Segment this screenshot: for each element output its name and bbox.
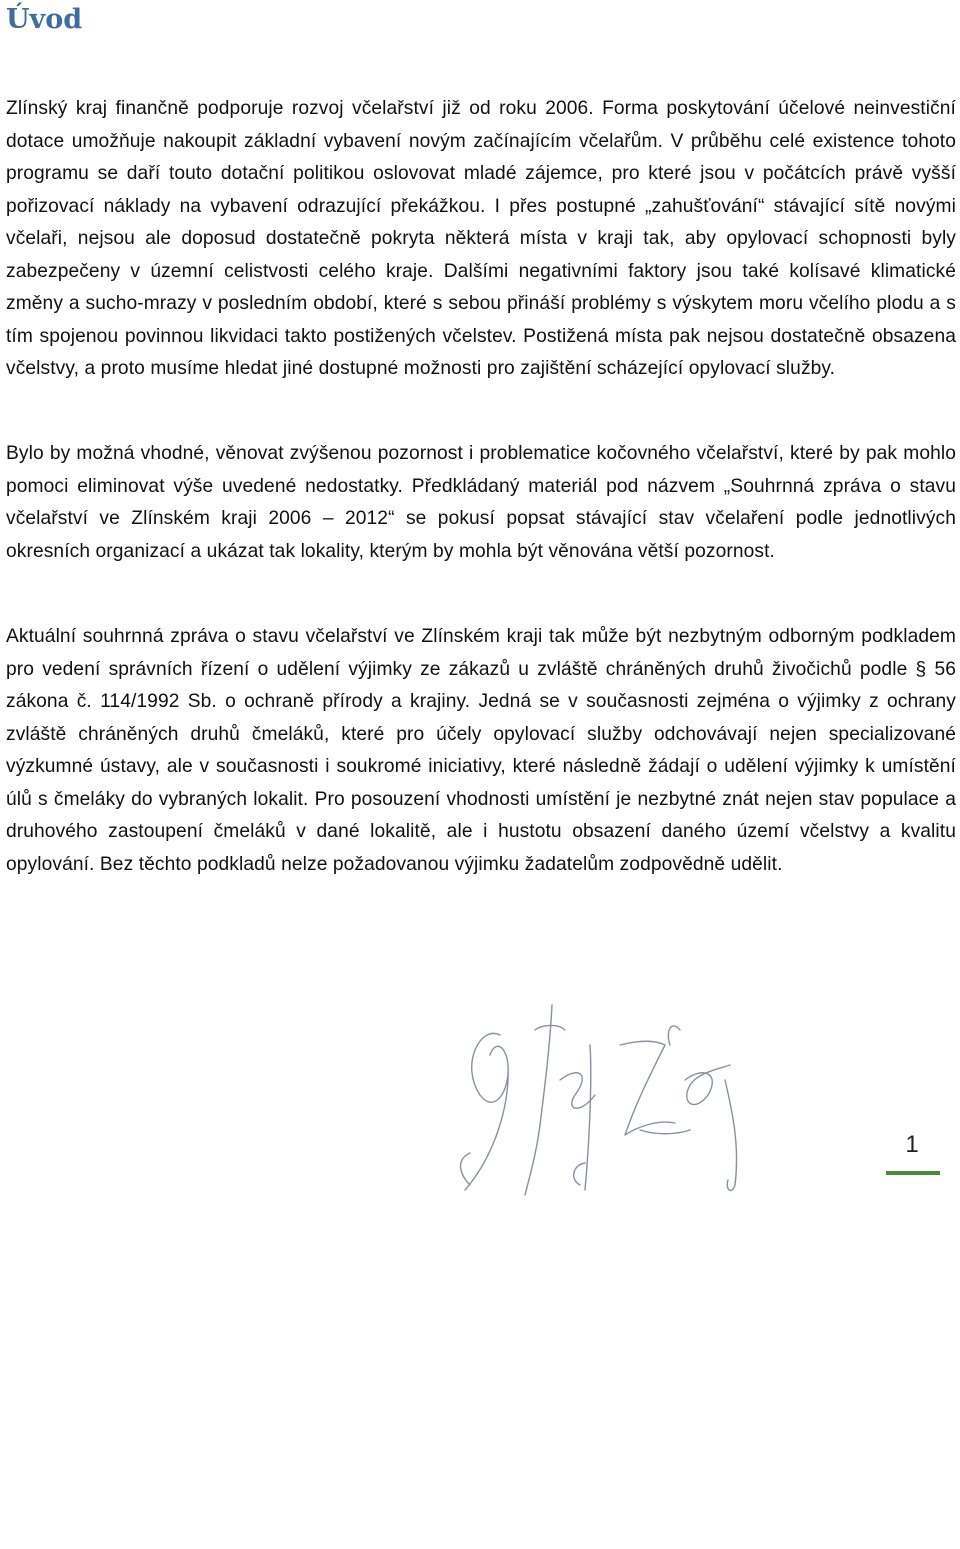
section-heading: Úvod [6,4,83,35]
paragraph-3: Aktuální souhrnná zpráva o stavu včelařství ve Zlínském kraji tak může být nezbytným odborným podkladem pro vedení správních řízení o udělení výjimky ze zákazů u zvláště chráněných druhů živočichů podle § 56 zákona č. 114/1992 Sb. o ochraně přírody a krajiny. Jedná se v současnosti zejména o výjimky z ochrany zvláště chráněných druhů čmeláků, které pro účely opylovací služby odchovávají nejen specializované výzkumné ústavy, ale v současnosti i soukromé iniciativy, které následně žádají o udělení výjimky k umístění úlů s čmeláky do vybraných lokalit. Pro posouzení vhodnosti umístění je nezbytné znát nejen stav populace a druhového zastoupení čmeláků v dané lokalitě, ale i hustotu obsazení daného území včelstvy a kvalitu opylování. Bez těchto podkladů nelze požadovanou výjimku žadatelům zodpovědně udělit. [6,626,956,875]
paragraph-1: Zlínský kraj finančně podporuje rozvoj včelařství již od roku 2006. Forma poskytování účelové neinvestiční dotace umožňuje nakoupit základní vybavení novým začínajícím včelařům. V průběhu celé existence tohoto programu se daří touto dotační politikou oslovovat mladé zájemce, pro které jsou v počátcích právě vyšší pořizovací náklady na vybavení odrazující překážkou. I přes postupné „zahušťování“ stávající sítě novými včelaři, nejsou ale doposud dostatečně pokryta některá místa v kraji tak, aby opylovací schopnosti byly zabezpečeny v územní celistvosti celého kraje. Dalšími negativními faktory jsou také kolísavé klimatické změny a sucho-mrazy v posledním období, které s sebou přináší problémy s výskytem moru včelího plodu a s tím spojenou povinnou likvidaci takto postižených včelstev. Postižená místa pak nejsou dostatečně obsazena včelstvy, a proto musíme hledat jiné dostupné možnosti pro zajištění scházející opylovací služby. [6,98,956,379]
page-number: 1 [905,1131,919,1158]
handwritten-signature [440,985,770,1205]
page-number-underline [886,1171,940,1175]
paragraph-2: Bylo by možná vhodné, věnovat zvýšenou pozornost i problematice kočovného včelařství, které by pak mohlo pomoci eliminovat výše uvedené nedostatky. Předkládaný materiál pod názvem „Souhrnná zpráva o stavu včelařství ve Zlínském kraji 2006 – 2012“ se pokusí popsat stávající stav včelaření podle jednotlivých okresních organizací a ukázat tak lokality, kterým by mohla být věnována větší pozornost. [6,443,956,562]
